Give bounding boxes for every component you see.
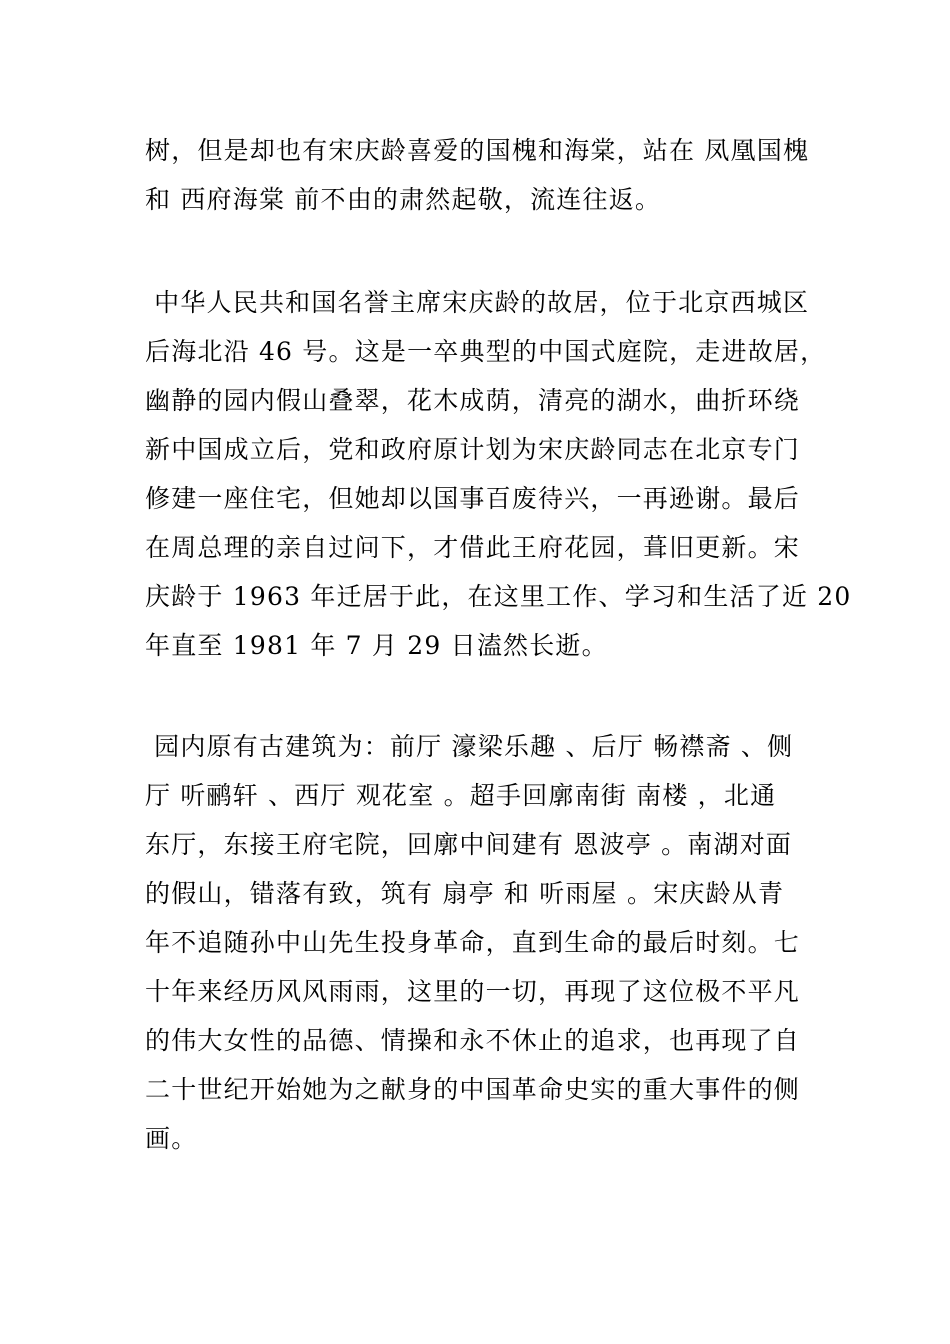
text-line: 年不追随孙中山先生投身革命，直到生命的最后时刻。七 (145, 928, 801, 957)
text-line: 树，但是却也有宋庆龄喜爱的国槐和海棠，站在 凤凰国槐 (145, 136, 810, 165)
text-line: 的假山，错落有致，筑有 扇亭 和 听雨屋 。宋庆龄从青 (145, 879, 785, 908)
text-line: 庆龄于 1963 年迁居于此，在这里工作、学习和生活了近 20 (145, 582, 852, 611)
text-line: 园内原有古建筑为：前厅 濠梁乐趣 、后厅 畅襟斋 、侧 (145, 732, 794, 761)
paragraph-residence-history (145, 278, 852, 670)
text-line: 后海北沿 46 号。这是一卒典型的中国式庭院，走进故居， (145, 337, 827, 366)
text-line: 画。 (145, 1124, 198, 1153)
text-line: 在周总理的亲自过问下，才借此王府花园，葺旧更新。宋 (145, 533, 801, 562)
text-line: 二十世纪开始她为之献身的中国革命史实的重大事件的侧 (145, 1075, 801, 1104)
paragraph-ancient-buildings (145, 722, 810, 1163)
text-line: 和 西府海棠 前不由的肃然起敬，流连往返。 (145, 185, 662, 214)
text-line: 的伟大女性的品德、情操和永不休止的追求，也再现了自 (145, 1026, 801, 1055)
text-line: 修建一座住宅，但她却以国事百废待兴，一再逊谢。最后 (145, 484, 801, 513)
text-line: 幽静的园内假山叠翠，花木成荫，清亮的湖水，曲折环绕 (145, 386, 801, 415)
text-line: 厅 听鹂轩 、西厅 观花室 。超手回廓南街 南楼 ，北通 (145, 781, 777, 810)
text-line: 东厅，东接王府宅院，回廓中间建有 恩波亭 。南湖对面 (145, 830, 793, 859)
text-line: 十年来经历风风雨雨，这里的一切，再现了这位极不平凡 (145, 977, 801, 1006)
paragraph-trees (145, 126, 810, 224)
text-line: 新中国成立后，党和政府原计划为宋庆龄同志在北京专门 (145, 435, 801, 464)
text-line: 年直至 1981 年 7 月 29 日溘然长逝。 (145, 631, 608, 660)
text-line: 中华人民共和国名誉主席宋庆龄的故居，位于北京西城区 (145, 288, 810, 317)
